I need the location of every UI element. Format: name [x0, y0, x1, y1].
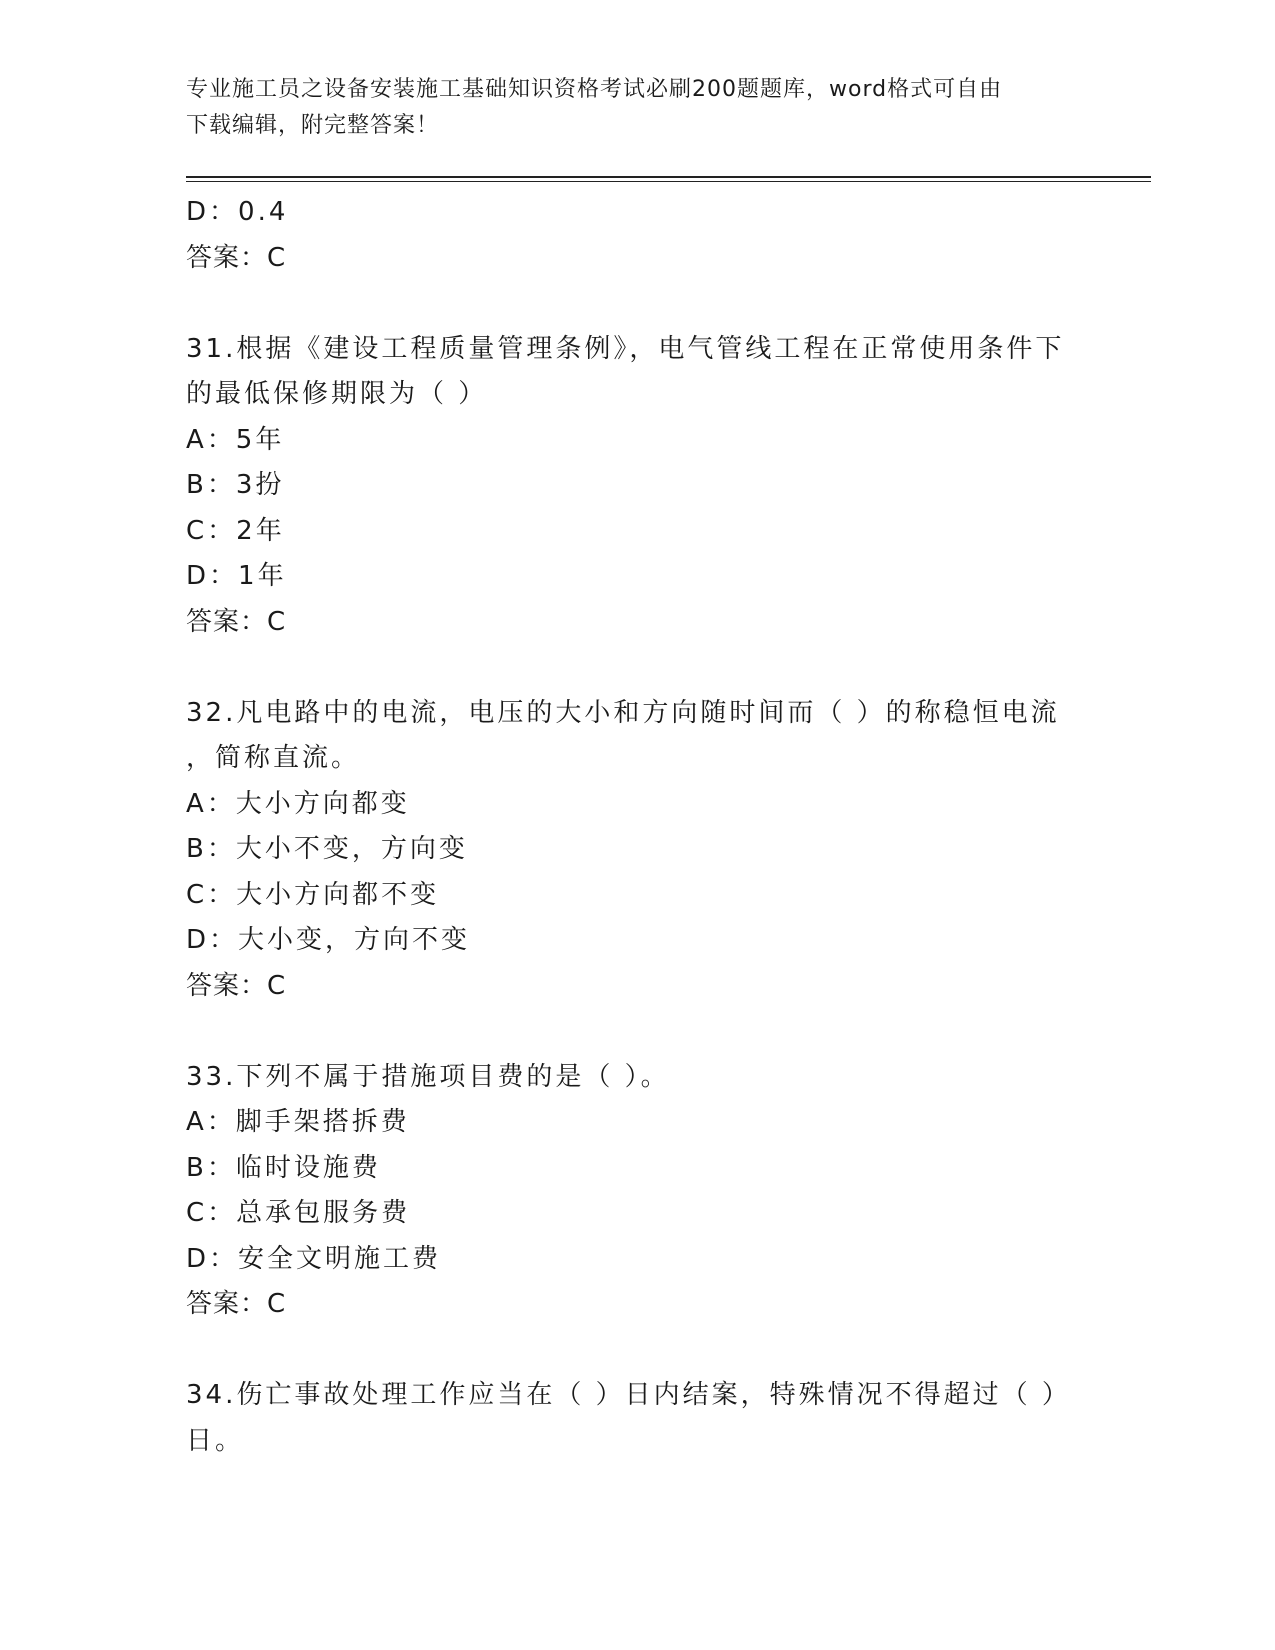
question-line: D：大小变，方向不变 — [186, 925, 471, 955]
question-line: B：大小不变，方向变 — [186, 834, 468, 864]
block-spacer — [186, 281, 1086, 327]
question-line: C：总承包服务费 — [186, 1198, 411, 1228]
header-rule-thick — [186, 176, 1151, 178]
question-line: 34.伤亡事故处理工作应当在（ ）日内结案，特殊情况不得超过（ ） — [186, 1380, 1071, 1410]
question-line: D：1年 — [186, 561, 287, 591]
answer-line: 答案：C — [186, 242, 287, 273]
question-line: D：0.4 — [186, 197, 289, 227]
question-line: 的最低保修期限为（ ） — [186, 379, 488, 409]
question-line: A：大小方向都变 — [186, 788, 410, 819]
question-block — [186, 691, 1086, 1010]
block-spacer — [186, 1328, 1086, 1374]
question-line: 日。 — [186, 1425, 245, 1456]
question-line: ，简称直流。 — [186, 743, 361, 773]
block-spacer — [186, 645, 1086, 691]
header-line-1: 专业施工员之设备安装施工基础知识资格考试必刷200题题库，word格式可自由 — [186, 77, 1003, 102]
question-line: C：大小方向都不变 — [186, 879, 440, 910]
answer-line: 答案：C — [186, 970, 287, 1001]
question-line: B：3扮 — [186, 470, 285, 500]
question-block — [186, 1055, 1086, 1328]
question-line: 33.下列不属于措施项目费的是（ ）。 — [186, 1061, 670, 1092]
question-line: A：5年 — [186, 424, 285, 455]
question-line: 31.根据《建设工程质量管理条例》，电气管线工程在正常使用条件下 — [186, 333, 1065, 364]
question-block — [186, 1373, 1086, 1464]
question-block — [186, 190, 1086, 281]
question-line: A：脚手架搭拆费 — [186, 1107, 410, 1137]
question-line: 32.凡电路中的电流，电压的大小和方向随时间而（ ）的称稳恒电流 — [186, 697, 1060, 728]
document-header — [186, 72, 1086, 144]
question-block — [186, 327, 1086, 646]
question-line: D：安全文明施工费 — [186, 1243, 442, 1274]
header-line-2: 下载编辑，附完整答案！ — [186, 113, 440, 138]
answer-line: 答案：C — [186, 1289, 287, 1319]
question-line: B：临时设施费 — [186, 1152, 381, 1183]
question-line: C：2年 — [186, 515, 285, 546]
question-list — [186, 190, 1086, 1464]
answer-line: 答案：C — [186, 606, 287, 637]
block-spacer — [186, 1009, 1086, 1055]
header-rule-thin — [186, 181, 1151, 182]
